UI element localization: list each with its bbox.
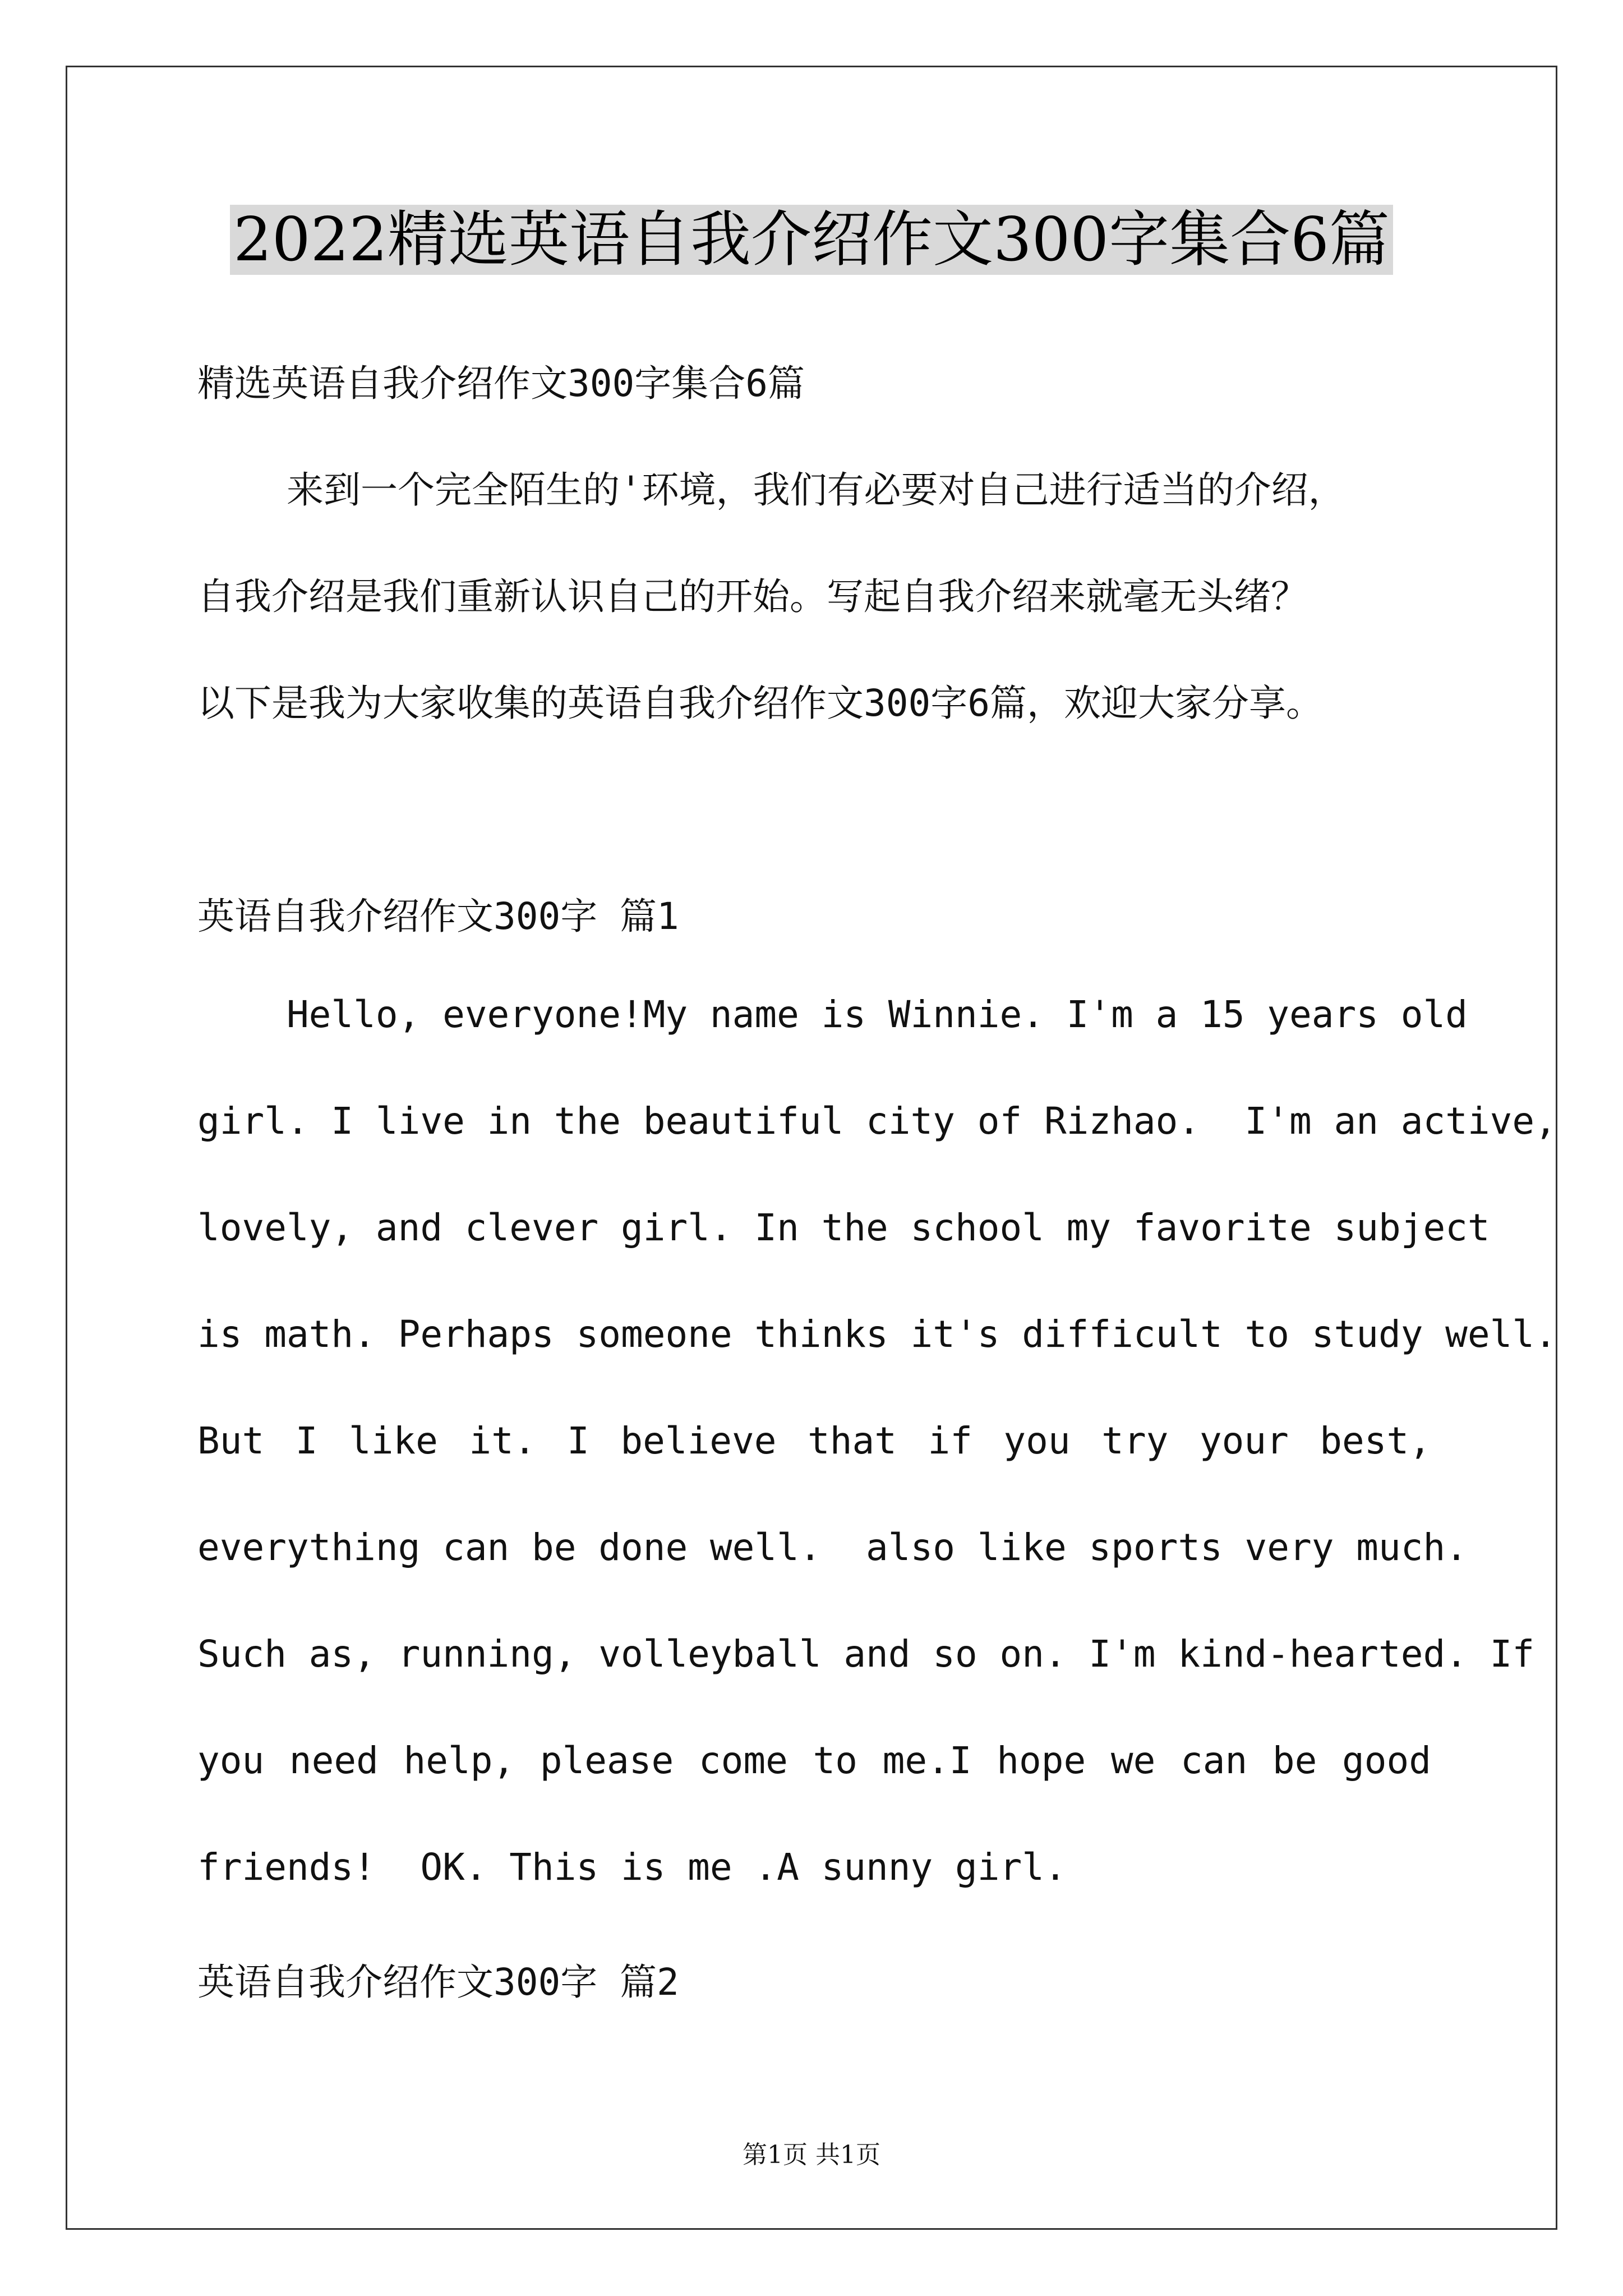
document-title-text: 2022精选英语自我介绍作文300字集合6篇 xyxy=(230,205,1393,275)
paragraph-line: Hello, everyone!My name is Winnie. I'm a 15 years old xyxy=(197,993,1468,1036)
intro-line: 以下是我为大家收集的英语自我介绍作文300字6篇，欢迎大家分享。 xyxy=(197,682,1323,725)
document-title xyxy=(0,201,1623,279)
section-heading: 英语自我介绍作文300字 篇1 xyxy=(197,895,679,938)
paragraph-line: girl. I live in the beautiful city of Rizhao. I'm an active, xyxy=(197,1099,1557,1143)
paragraph-line: is math. Perhaps someone thinks it's difficult to study well. xyxy=(197,1313,1557,1356)
section-heading: 英语自我介绍作文300字 篇2 xyxy=(197,1961,679,2004)
paragraph-line: Such as, running, volleyball and so on. I'm kind-hearted. If xyxy=(197,1632,1535,1676)
paragraph-line: you need help, please come to me.I hope we can be good xyxy=(197,1739,1431,1782)
page-footer: 第1页 共1页 xyxy=(743,2141,880,2169)
intro-line: 自我介绍是我们重新认识自己的开始。写起自我介绍来就毫无头绪？ xyxy=(197,575,1308,618)
paragraph-line: everything can be done well. also like sports very much. xyxy=(197,1526,1468,1569)
intro-line: 来到一个完全陌生的'环境，我们有必要对自己进行适当的介绍， xyxy=(197,468,1345,512)
document-subtitle: 精选英语自我介绍作文300字集合6篇 xyxy=(197,362,805,405)
paragraph-line: friends! OK. This is me .A sunny girl. xyxy=(197,1846,1067,1889)
paragraph-line: But I like it. I believe that if you try your best, xyxy=(197,1419,1431,1462)
paragraph-line: lovely, and clever girl. In the school my favorite subject xyxy=(197,1206,1490,1249)
